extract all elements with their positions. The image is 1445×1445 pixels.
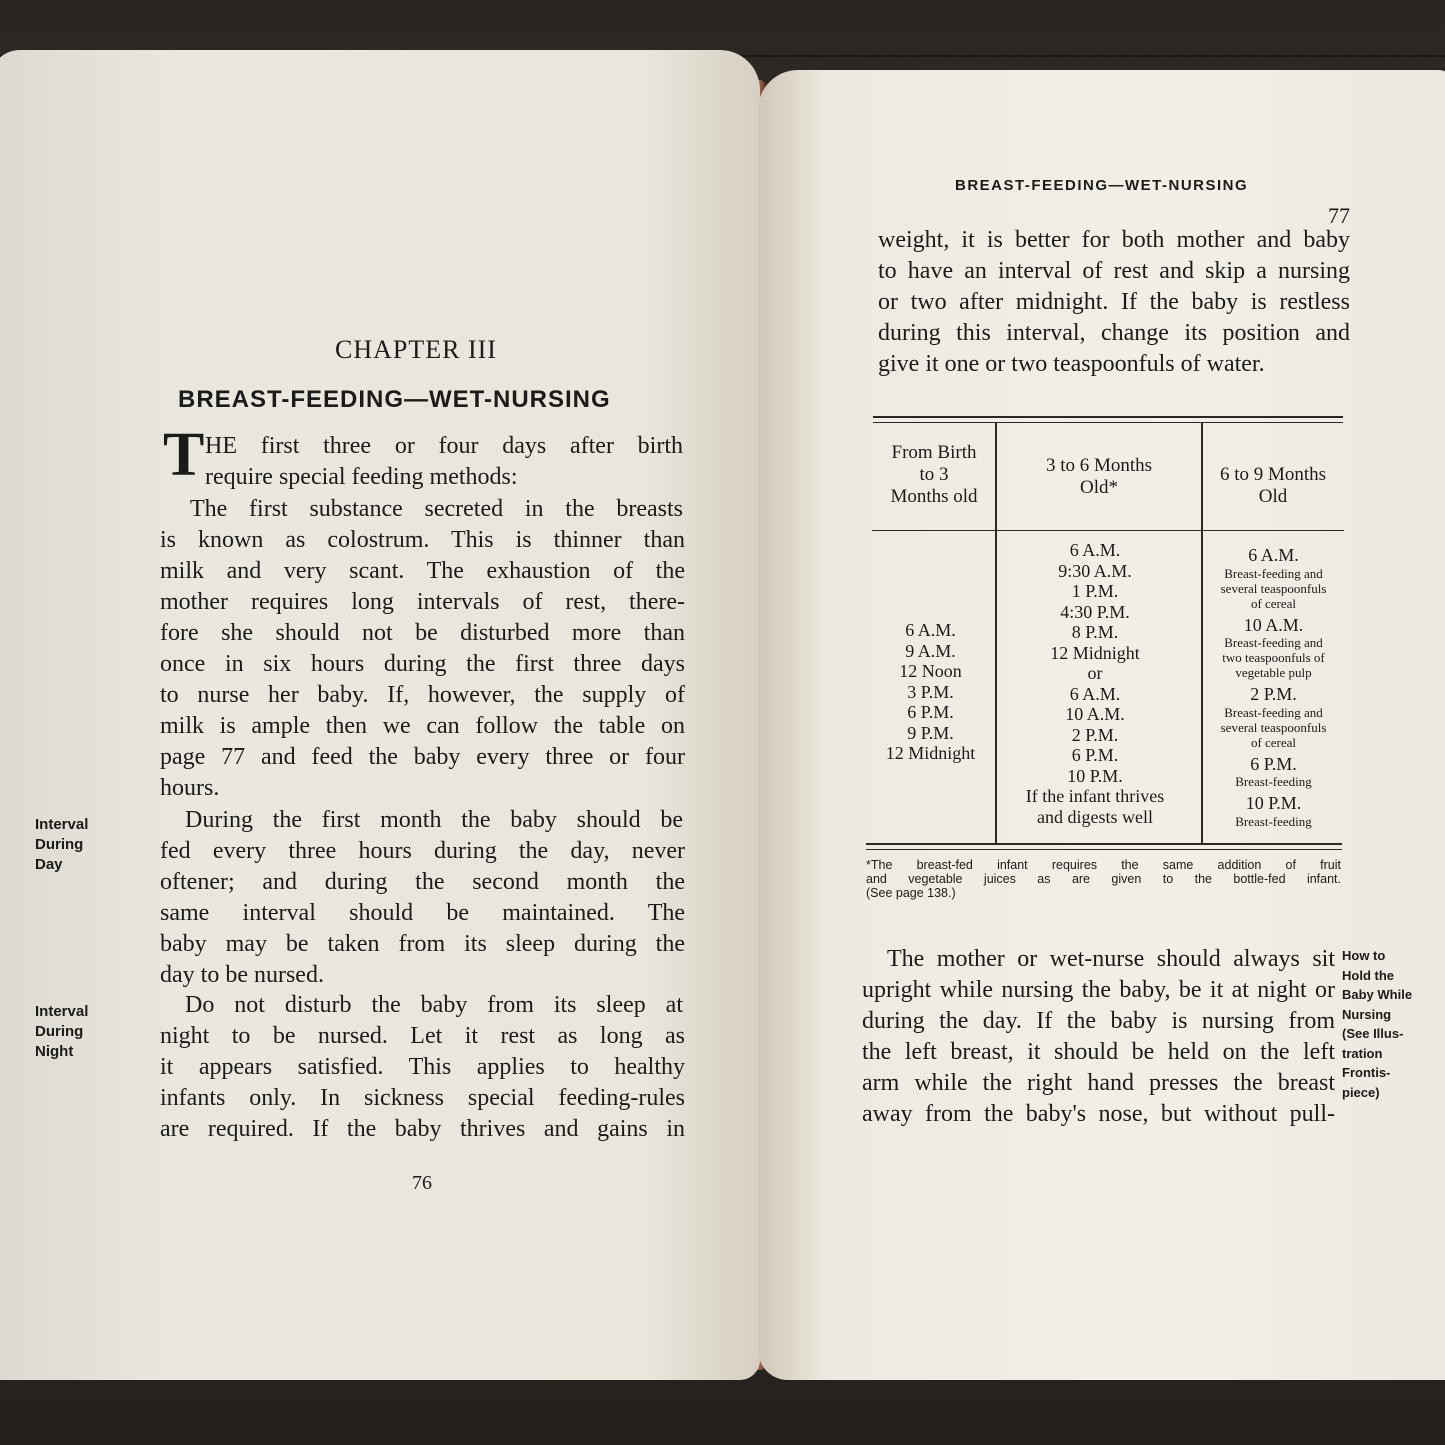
text-line: to have an interval of rest and skip a nursing bbox=[878, 258, 1350, 284]
page-number-left: 76 bbox=[412, 1172, 432, 1194]
text-line: give it one or two teaspoonfuls of water. bbox=[878, 351, 1265, 377]
schedule-cell: 9 P.M. bbox=[907, 722, 954, 743]
text-line: HE first three or four days after birth bbox=[205, 433, 683, 459]
schedule-cell: 12 Midnight bbox=[885, 743, 976, 763]
text-line: upright while nursing the baby, be it at night or bbox=[862, 977, 1335, 1003]
side-note-night bbox=[35, 1002, 88, 1062]
side-note-line: tration bbox=[1342, 1045, 1383, 1061]
schedule-cell: 2 P.M. bbox=[1071, 724, 1119, 745]
text-line: mother requires long intervals of rest, there- bbox=[160, 589, 685, 615]
opening-lines bbox=[205, 431, 683, 493]
header-3-to-6 bbox=[997, 455, 1201, 499]
schedule-cell: 9:30 A.M. bbox=[1058, 560, 1132, 581]
schedule-note: two teaspoonfuls of bbox=[1222, 650, 1325, 665]
schedule-cell: 10 A.M. bbox=[1065, 704, 1125, 724]
text-line: The first substance secreted in the breasts bbox=[190, 496, 683, 522]
text-line: during this interval, change its position and bbox=[878, 320, 1350, 346]
schedule-cell: 10 P.M. bbox=[1067, 765, 1123, 786]
schedule-time: 6 A.M. bbox=[1248, 545, 1299, 565]
schedule-time: 6 P.M. bbox=[1250, 753, 1297, 774]
side-note-line: Night bbox=[35, 1043, 74, 1060]
text-line: baby may be taken from its sleep during the bbox=[160, 931, 685, 957]
text-line: fed every three hours during the day, never bbox=[160, 838, 685, 864]
text-line: The mother or wet-nurse should always sit bbox=[887, 946, 1335, 972]
text-line: during the day. If the baby is nursing from bbox=[862, 1008, 1335, 1034]
side-note-line: Frontis- bbox=[1342, 1065, 1391, 1080]
header-6-to-9 bbox=[1203, 464, 1343, 508]
footnote-line: and vegetable juices as are given to the bottle-fed infant. bbox=[866, 872, 1341, 886]
text-line: away from the baby's nose, but without pull- bbox=[862, 1101, 1335, 1127]
header-line: to 3 bbox=[919, 464, 949, 485]
schedule-cell: 6 A.M. bbox=[905, 620, 956, 640]
text-line: night to be nursed. Let it rest as long as bbox=[160, 1023, 685, 1049]
running-head: BREAST-FEEDING—WET-NURSING bbox=[955, 177, 1249, 194]
page-number-right: 77 bbox=[1328, 203, 1350, 228]
schedule-cell: 1 P.M. bbox=[1071, 581, 1119, 601]
paragraph-top bbox=[878, 225, 1350, 380]
schedule-note: vegetable pulp bbox=[1235, 665, 1312, 680]
side-note-holding bbox=[1342, 946, 1412, 1102]
text-line: weight, it is better for both mother and baby bbox=[878, 227, 1350, 253]
drop-cap: T bbox=[163, 421, 205, 489]
schedule-time: 10 P.M. bbox=[1245, 793, 1302, 813]
side-note-line: (See Illus- bbox=[1342, 1026, 1404, 1041]
header-birth-to-3 bbox=[873, 442, 995, 508]
paragraph-holding bbox=[862, 944, 1335, 1130]
schedule-cell: If the infant thrives bbox=[1025, 786, 1165, 806]
table-rule-top bbox=[873, 422, 1343, 423]
header-line: Months old bbox=[890, 486, 978, 507]
text-line: day to be nursed. bbox=[160, 962, 324, 988]
table-rule-top bbox=[873, 416, 1343, 418]
schedule-cell: and digests well bbox=[1037, 806, 1153, 827]
text-line: once in six hours during the first three days bbox=[160, 651, 685, 677]
text-line: it appears satisfied. This applies to healthy bbox=[160, 1054, 685, 1080]
text-line: hours. bbox=[160, 775, 220, 801]
schedule-note: Breast-feeding bbox=[1235, 813, 1312, 829]
column-6-to-9 bbox=[1201, 545, 1346, 829]
side-note-line: Hold the bbox=[1342, 967, 1394, 983]
schedule-time: 10 A.M. bbox=[1243, 614, 1304, 635]
schedule-time: 2 P.M. bbox=[1250, 684, 1297, 704]
schedule-note: of cereal bbox=[1250, 734, 1297, 750]
side-note-line: How to bbox=[1342, 948, 1386, 963]
text-line: or two after midnight. If the baby is restless bbox=[878, 289, 1350, 315]
schedule-cell: 12 Noon bbox=[899, 661, 962, 681]
footnote-line: *The breast-fed infant requires the same addition of fruit bbox=[866, 858, 1341, 872]
schedule-note: Breast-feeding and bbox=[1224, 704, 1323, 720]
paragraph-interval-night bbox=[160, 990, 685, 1145]
side-note-line: Interval bbox=[35, 1003, 89, 1020]
schedule-note: of cereal bbox=[1250, 595, 1297, 611]
footnote-line: (See page 138.) bbox=[866, 886, 956, 900]
text-line: milk is ample then we can follow the table on bbox=[160, 713, 685, 739]
paragraph-interval-day bbox=[160, 805, 685, 991]
chapter-title: BREAST-FEEDING—WET-NURSING bbox=[178, 386, 611, 413]
header-line: 3 to 6 Months bbox=[1045, 455, 1153, 476]
text-line: the left breast, it should be held on the left bbox=[862, 1039, 1335, 1065]
schedule-cell: 6 A.M. bbox=[1069, 683, 1121, 704]
table-rule-header bbox=[872, 530, 1344, 531]
side-note-line: Interval bbox=[35, 816, 89, 833]
table-rule-bottom bbox=[866, 843, 1342, 845]
schedule-note: several teaspoonfuls bbox=[1220, 719, 1327, 735]
text-line: to nurse her baby. If, however, the supply of bbox=[160, 682, 685, 708]
schedule-cell: 6 P.M. bbox=[907, 702, 954, 722]
chapter-number: CHAPTER III bbox=[335, 335, 497, 364]
schedule-cell: 6 A.M. bbox=[1069, 540, 1121, 560]
schedule-cell: 3 P.M. bbox=[907, 681, 954, 702]
table-footnote bbox=[866, 858, 1341, 900]
column-birth-to-3 bbox=[868, 620, 993, 764]
side-note-line: Baby While bbox=[1342, 987, 1413, 1002]
schedule-cell: 8 P.M. bbox=[1071, 622, 1119, 642]
schedule-note: Breast-feeding and bbox=[1224, 565, 1323, 581]
schedule-note: Breast-feeding bbox=[1235, 774, 1312, 789]
text-line: oftener; and during the second month the bbox=[160, 869, 685, 895]
text-line: are required. If the baby thrives and gains in bbox=[160, 1116, 685, 1142]
header-line: Old* bbox=[1080, 477, 1118, 498]
text-line: milk and very scant. The exhaustion of the bbox=[160, 558, 685, 584]
side-note-line: Nursing bbox=[1342, 1006, 1392, 1022]
table-rule-bottom bbox=[866, 849, 1342, 850]
schedule-cell: or bbox=[1087, 663, 1103, 683]
text-line: fore she should not be disturbed more than bbox=[160, 620, 685, 646]
text-line: require special feeding methods: bbox=[205, 464, 518, 490]
schedule-cell: 4:30 P.M. bbox=[1060, 601, 1130, 622]
side-note-line: During bbox=[35, 1023, 84, 1040]
text-line: page 77 and feed the baby every three or four bbox=[160, 744, 685, 770]
text-line: Do not disturb the baby from its sleep at bbox=[185, 992, 683, 1018]
text-line: infants only. In sickness special feeding-rules bbox=[160, 1085, 685, 1111]
header-line: 6 to 9 Months bbox=[1219, 464, 1327, 485]
side-note-line: Day bbox=[35, 856, 63, 873]
schedule-note: Breast-feeding and bbox=[1224, 635, 1323, 650]
text-line: is known as colostrum. This is thinner than bbox=[160, 527, 685, 553]
schedule-cell: 9 A.M. bbox=[905, 640, 956, 661]
text-line: arm while the right hand presses the breast bbox=[862, 1070, 1335, 1096]
text-line: During the first month the baby should be bbox=[185, 807, 683, 833]
column-3-to-6 bbox=[995, 540, 1195, 827]
schedule-cell: 12 Midnight bbox=[1050, 642, 1140, 663]
side-note-day bbox=[35, 815, 88, 875]
header-line: From Birth bbox=[891, 442, 977, 463]
side-note-line: piece) bbox=[1342, 1084, 1380, 1100]
side-note-line: During bbox=[35, 836, 84, 853]
paragraph-colostrum bbox=[160, 494, 685, 804]
schedule-note: several teaspoonfuls bbox=[1220, 580, 1327, 596]
header-line: Old bbox=[1258, 486, 1288, 507]
schedule-cell: 6 P.M. bbox=[1071, 745, 1119, 765]
text-line: same interval should be maintained. The bbox=[160, 900, 685, 926]
